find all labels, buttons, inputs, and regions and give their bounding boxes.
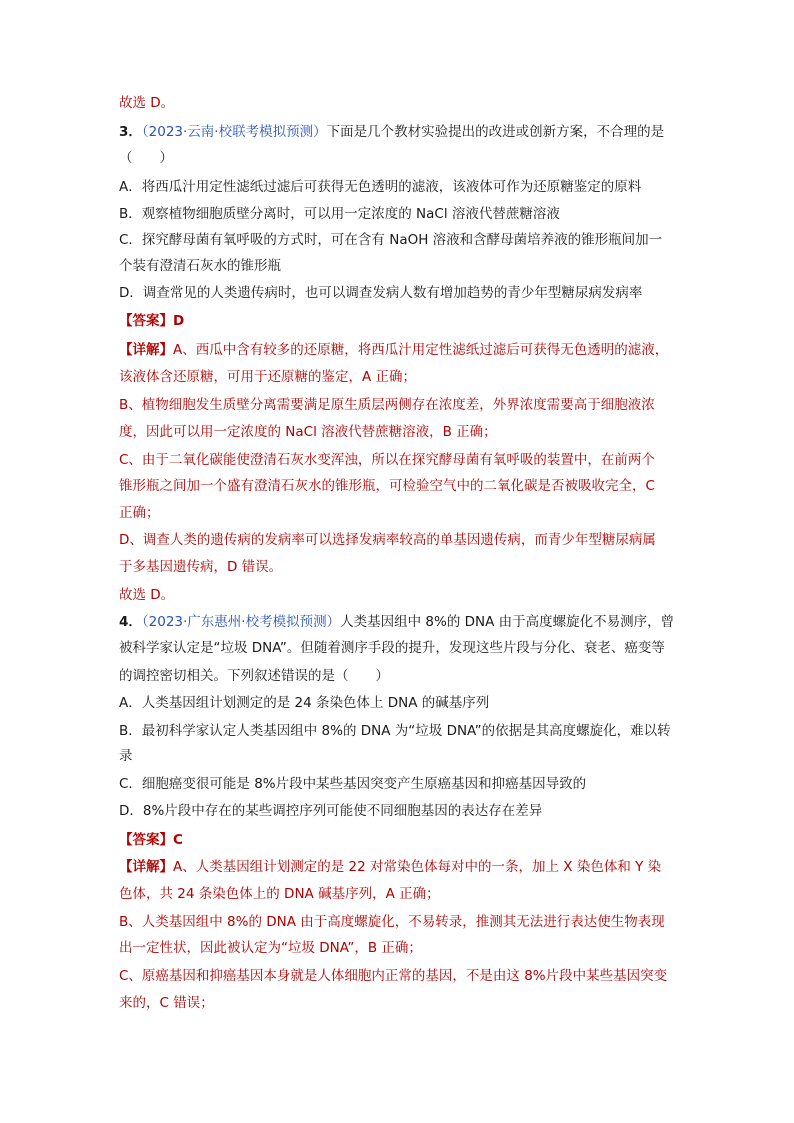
text-segment: 度，因此可以用一定浓度的 NaCl 溶液代替蔗糖溶液，B 正确； <box>119 424 497 440</box>
text-segment: 该液体含还原糖，可用于还原糖的鉴定，A 正确； <box>119 369 417 385</box>
text-line <box>119 557 282 577</box>
text-line <box>119 938 422 958</box>
text-line <box>119 395 655 415</box>
bold-label: 【详解】 <box>119 342 173 358</box>
text-line <box>119 476 655 496</box>
text-line <box>119 830 183 850</box>
question-source: （2023·广东惠州·校考模拟预测） <box>141 614 341 630</box>
text-segment: B、人类基因组中 8%的 DNA 由于高度螺旋化，不易转录，推测其无法进行表达使生物表现 <box>119 914 665 930</box>
text-line <box>119 666 389 686</box>
text-segment: C、原癌基因和抑癌基因本身就是人体细胞内正常的基因，不是由这 8%片段中某些基因突变 <box>119 968 668 984</box>
text-segment: 于多基因遗传病，D 错误。 <box>119 559 283 575</box>
bold-label: 【详解】 <box>119 859 173 875</box>
text-segment: B．观察植物细胞质壁分离时，可以用一定浓度的 NaCl 溶液代替蔗糖溶液 <box>119 206 560 222</box>
text-line <box>119 884 440 904</box>
text-segment: 出一定性状，因此被认定为“垃圾 DNA”，B 正确； <box>119 940 422 956</box>
bold-label: 4． <box>119 614 142 630</box>
text-segment: 人类基因组中 8%的 DNA 由于高度螺旋化不易测序，曾 <box>340 614 675 630</box>
text-line <box>119 122 664 142</box>
text-line <box>119 311 184 331</box>
text-line <box>119 912 665 932</box>
text-line <box>119 230 662 250</box>
text-segment: 被科学家认定是“垃圾 DNA”。但随着测序手段的提升，发现这些片段与分化、衰老、癌变等 <box>119 640 665 656</box>
text-line <box>119 857 661 877</box>
bold-label: 3． <box>119 124 142 140</box>
text-line <box>119 801 542 821</box>
text-segment: C．细胞癌变很可能是 8%片段中某些基因突变产生原癌基因和抑癌基因导致的 <box>119 776 587 792</box>
text-line <box>119 422 497 442</box>
text-segment: B．最初科学家认定人类基因组中 8%的 DNA 为“垃圾 DNA”的依据是其高度螺旋化，难以转 <box>119 723 671 739</box>
text-segment: 锥形瓶之间加一个盛有澄清石灰水的锥形瓶，可检验空气中的二氧化碳是否被吸收完全，C <box>119 478 655 494</box>
text-line <box>119 993 214 1013</box>
text-segment: （ ） <box>119 150 173 166</box>
text-line <box>119 721 671 741</box>
text-segment: A、人类基因组计划测定的是 22 对常染色体每对中的一条，加上 X 染色体和 Y 染 <box>173 859 662 875</box>
text-segment: 的调控密切相关。下列叙述错误的是（ ） <box>119 668 389 684</box>
text-line <box>119 256 281 276</box>
text-line <box>119 283 642 303</box>
text-line <box>119 746 133 766</box>
text-segment: 个装有澄清石灰水的锥形瓶 <box>119 258 281 274</box>
text-line <box>119 638 665 658</box>
bold-label: 【答案】D <box>119 313 185 329</box>
text-segment: C、由于二氧化碳能使澄清石灰水变浑浊，所以在探究酵母菌有氧呼吸的装置中，在前两个 <box>119 452 655 468</box>
text-line <box>119 966 667 986</box>
text-segment: 故选 D。 <box>119 95 175 111</box>
text-line <box>119 450 655 470</box>
text-line <box>119 585 174 605</box>
text-segment: 正确； <box>119 505 160 521</box>
text-line <box>119 530 656 550</box>
question-source: （2023·云南·校联考模拟预测） <box>141 124 327 140</box>
text-segment: B、植物细胞发生质壁分离需要满足原生质层两侧存在浓度差，外界浓度需要高于细胞液浓 <box>119 397 655 413</box>
text-line <box>119 367 416 387</box>
text-line <box>119 93 174 113</box>
bold-label: 【答案】C <box>119 832 183 848</box>
text-segment: 色体，共 24 条染色体上的 DNA 碱基序列，A 正确； <box>119 886 440 902</box>
text-line <box>119 148 173 168</box>
text-segment: D、调查人类的遗传病的发病率可以选择发病率较高的单基因遗传病，而青少年型糖尿病属 <box>119 532 656 548</box>
text-segment: 来的，C 错误； <box>119 995 214 1011</box>
text-segment: A、西瓜中含有较多的还原糖，将西瓜汁用定性滤纸过滤后可获得无色透明的滤液， <box>173 342 669 358</box>
text-segment: 故选 D。 <box>119 587 175 603</box>
text-segment: A．将西瓜汁用定性滤纸过滤后可获得无色透明的滤液，该液体可作为还原糖鉴定的原料 <box>119 179 642 195</box>
text-line <box>119 693 489 713</box>
text-line <box>119 177 641 197</box>
text-segment: 下面是几个教材实验提出的改进或创新方案，不合理的是 <box>326 124 665 140</box>
text-line <box>119 340 668 360</box>
text-segment: C．探究酵母菌有氧呼吸的方式时，可在含有 NaOH 溶液和含酵母菌培养液的锥形瓶间加一 <box>119 232 663 248</box>
text-line <box>119 503 160 523</box>
text-line <box>119 204 560 224</box>
text-line <box>119 774 586 794</box>
text-line <box>119 612 674 632</box>
text-segment: 录 <box>119 748 133 764</box>
text-segment: D．调查常见的人类遗传病时，也可以调查发病人数有增加趋势的青少年型糖尿病发病率 <box>119 285 643 301</box>
text-segment: A．人类基因组计划测定的是 24 条染色体上 DNA 的碱基序列 <box>119 695 490 711</box>
text-segment: D．8%片段中存在的某些调控序列可能使不同细胞基因的表达存在差异 <box>119 803 543 819</box>
